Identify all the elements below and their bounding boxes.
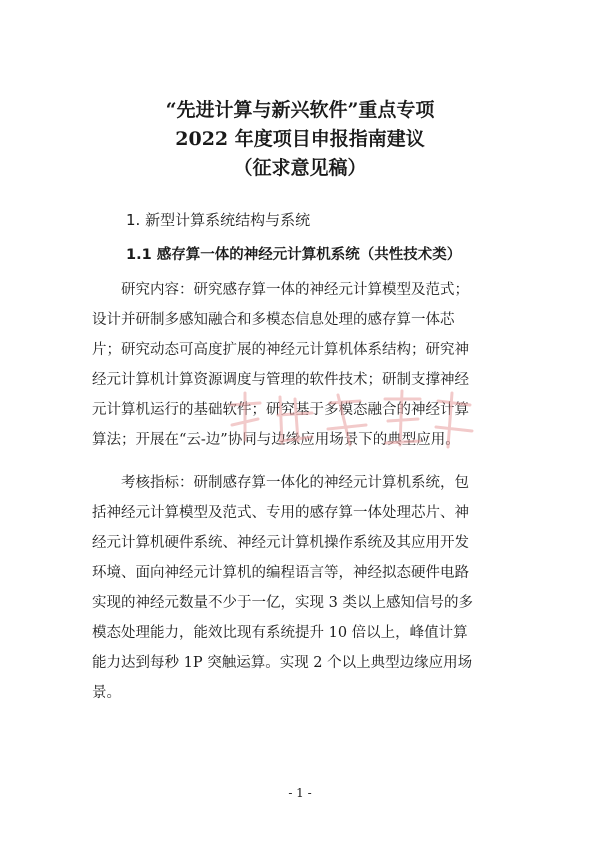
paragraph-line: 考核指标：研制感存算一体化的神经元计算机系统，包 xyxy=(121,475,469,491)
paragraph-line: 景。 xyxy=(92,685,121,701)
paragraph-line: 研究内容：研究感存算一体的神经元计算模型及范式； xyxy=(121,282,469,298)
subsection-heading: 1.1 感存算一体的神经元计算机系统（共性技术类） xyxy=(126,247,462,263)
paragraph-line: 能力达到每秒 1P 突触运算。实现 2 个以上典型边缘应用场 xyxy=(92,655,473,671)
paragraph-line: 设计并研制多感知融合和多模态信息处理的感存算一体芯 xyxy=(92,312,455,328)
paragraph-line: 片；研究动态可高度扩展的神经元计算机体系结构；研究神 xyxy=(92,342,469,358)
paragraph-line: 经元计算机硬件系统、神经元计算机操作系统及其应用开发 xyxy=(92,535,469,551)
section-heading: 1. 新型计算系统结构与系统 xyxy=(126,211,311,229)
paragraph-line: 模态处理能力，能效比现有系统提升 10 倍以上，峰值计算 xyxy=(92,625,468,641)
research-content-paragraph xyxy=(92,275,512,455)
paragraph-line: 括神经元计算模型及范式、专用的感存算一体处理芯片、神 xyxy=(92,505,469,521)
assessment-indicators-paragraph xyxy=(92,468,512,708)
document-title xyxy=(0,96,600,183)
paragraph-line: 环境、面向神经元计算机的编程语言等，神经拟态硬件电路 xyxy=(92,565,469,581)
paragraph-line: 经元计算机计算资源调度与管理的软件技术；研制支撑神经 xyxy=(92,372,469,388)
title-line-1: “先进计算与新兴软件”重点专项 xyxy=(165,99,435,121)
title-line-3: （征求意见稿） xyxy=(233,157,367,179)
paragraph-line: 元计算机运行的基础软件；研究基于多模态融合的神经计算 xyxy=(92,402,469,418)
title-line-2: 2022 年度项目申报指南建议 xyxy=(175,128,425,150)
paragraph-line: 实现的神经元数量不少于一亿，实现 3 类以上感知信号的多 xyxy=(92,595,473,611)
page-number: - 1 - xyxy=(288,786,312,800)
paragraph-line: 算法；开展在“云-边”协同与边缘应用场景下的典型应用。 xyxy=(92,432,460,448)
